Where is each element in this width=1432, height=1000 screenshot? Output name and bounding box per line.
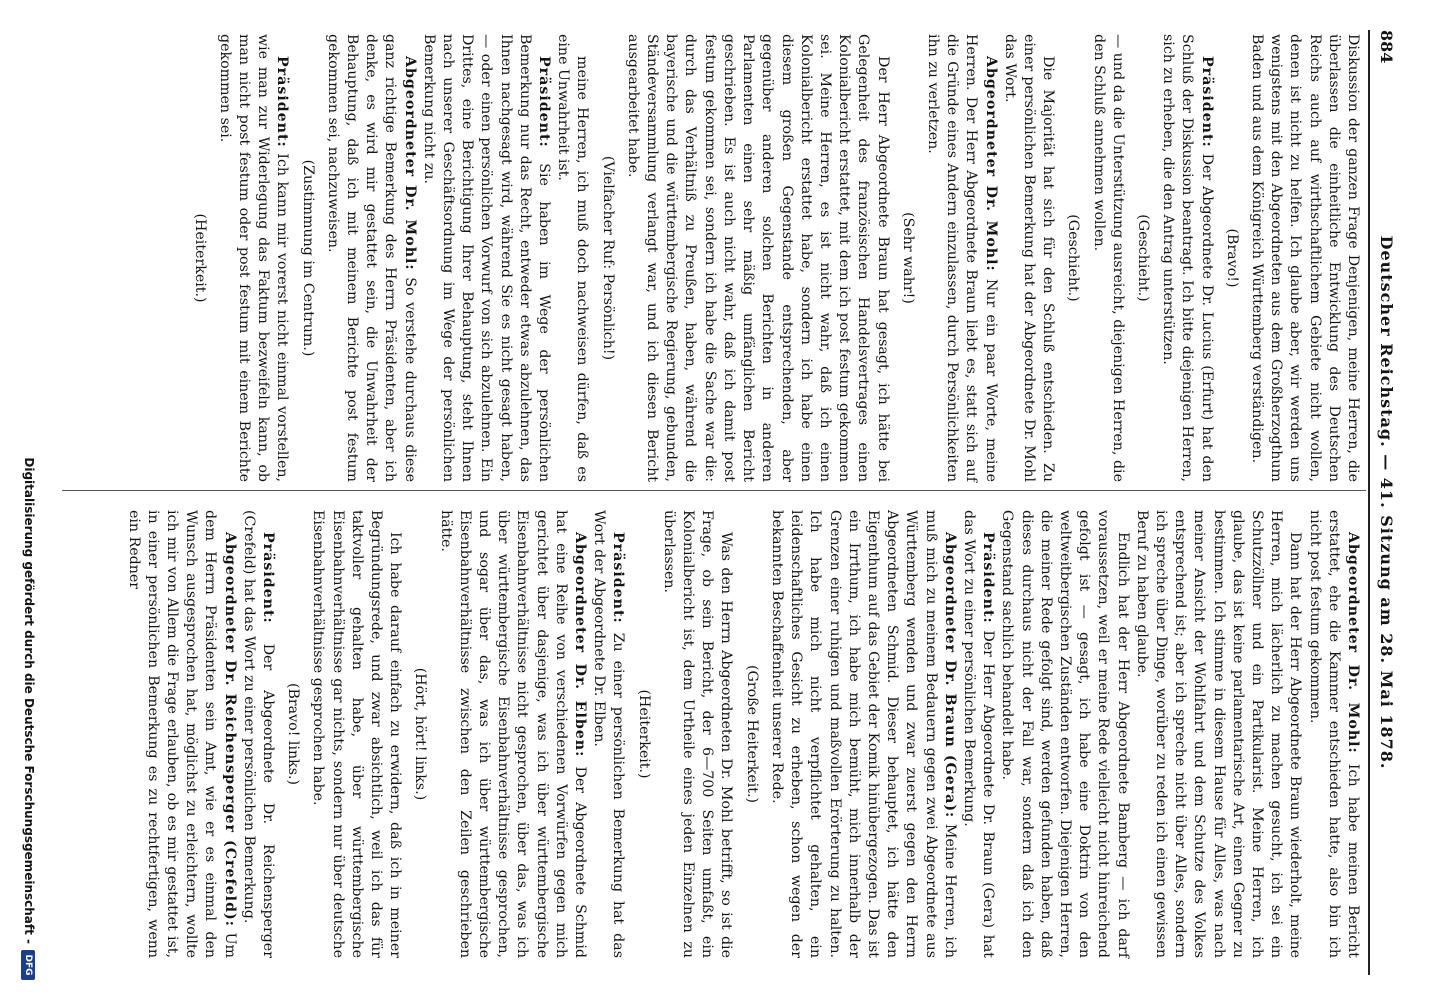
speech-text: Ich habe meinen Bericht erstattet, ehe die Kammer entschieden hatte, also bin ich nicht post festum gekommen. [1306,510,1361,959]
speaker-name: Präsident: [1198,56,1215,148]
text-paragraph: Was den Herrn Abgeordneten Dr. Mohl betrifft, so ist die Frage, ob sein Bericht, der 6—700 Seiten umfaßt, ein Kolonialbericht ist, dem Urtheile eines jeden Einzelnen zu überlassen. [660,510,735,958]
text-paragraph: Der Herr Abgeordnete Braun hat gesagt, ich hätte bei Gelegenheit des französischen Handelsvertrages einen Kolonialbericht erstattet, mit dem ich post festum gekommen sei. Meine Herren, es ist nicht wahr, daß ich einen Kolonialbericht erstattet habe, sondern ich habe einen diesem großen Gegenstande entsprechenden, aber gegenüber anderen solchen Berichten in anderen Parlamenten einen sehr mäßig umfänglichen Bericht geschrieben. Es ist auch nicht wahr, daß ich damit post festum gekommen sei, sondern ich habe die Sache war die: durch das Verhältniß zu Preußen, haben, während die bayerische und die württembergische Regierung, gebunden, Ständeversammlung verlangt war, und ich diesen Bericht ausgearbeitet habe. [624,34,891,482]
dfg-logo: DFG [22,950,36,980]
stage-direction: (Bravo!) [1223,228,1240,288]
stage-direction: (Heiterkeit.) [191,213,208,303]
speech-text: Zu einer persönlichen Bemerkung hat das Wort der Abgeordnete Dr. Elben. [591,510,627,959]
speech-paragraph [1304,510,1362,958]
speech-text: So verstehe durchaus diese ganz richtige Bemerkung des Herrn Präsidenten, aber ich denke, es wird mir gestattet sein, die Unwahrheit der Behauptung, daß ich mit meinem Berichte post festum gekommen sei, nachzuweisen. [324,34,418,482]
text-paragraph: — und da die Unterstützung ausreicht, diejenigen Herren, die den Schluß annehmen wollen. [1090,34,1126,482]
speech-paragraph [1158,34,1216,482]
speaker-name: Abgeordneter Dr. Elben: [572,532,589,758]
speech-paragraph [959,510,997,958]
stage-direction: (Heiterkeit.) [635,689,652,779]
stage-direction: (Sehr wahr!) [899,212,916,304]
speech-text: Der Herr Abgeordnete Dr. Braun (Gera) hat das Wort zu einer persönlichen Bemerkung. [960,510,997,958]
stage-direction: (Geschieht.) [1065,214,1082,302]
speech-paragraph [215,34,292,482]
right-column [123,510,1362,958]
speaker-name: Präsident: [260,532,277,624]
speech-text: Der Abgeordnete Dr. Lucius (Erfurt) hat den Schluß der Diskussion beantragt. Ich bitte diejenigen Herren, sich zu erheben, die den Antrag unterstützen. [1160,34,1215,483]
speech-paragraph [923,34,1000,482]
speech-paragraph [589,510,627,958]
page-title: Deutscher Reichstag. — 41. Sitzung am 28. Mai 1878. [1377,235,1396,770]
speech-text: Meine Herren, ich muß mich zu meinem Bedauern gegen zwei Abgeordnete aus Württemberg wenden und zwar zuerst gegen den Herrn Abgeordneten Schmid. Dieser behauptet, ich hätte den Eigenthum auf das Gebiet der Komik hinübergezogen. Das ist ein Irrthum, ich habe mich bemüht, mich innerhalb der Grenzen einer ruhigen und maßvollen Erörterung zu halten. Ich habe mich nicht verpflichtet gehalten, ein leidenschaftliches Gesicht zu erheben, schon wegen der bekannten Beschaffenheit unserer Rede. [768,510,958,958]
speech-paragraph [435,510,589,958]
speech-paragraph [323,34,419,482]
text-paragraph: meine Herren, ich muß doch nachweisen dürfen, daß es eine Unwahrheit ist. [555,34,591,482]
speech-paragraph [123,510,238,958]
speech-text: Sie haben im Wege der persönlichen Bemerkung nur das Recht, entweder etwas abzulehnen, das Ihnen nachgesagt wird, während Sie es nicht gesagt haben, — oder einen persönlichen Vorwurf von sich abzulehnen. Ein Drittes, eine Berichtigung Ihrer Behauptung, steht Ihnen nach unserer Geschäftsordnung im Wege der persönlichen Bemerkung nicht zu. [420,34,553,482]
speaker-name: Abgeordneter Dr. Mohl: [401,56,418,271]
speaker-name: Abgeordneter Dr. Mohl: [1345,532,1361,754]
text-paragraph: Die Majorität hat sich für den Schluß entschieden. Zu einer persönlichen Bemerkung hat der Abgeordnete Dr. Mohl das Wort. [1001,34,1057,482]
speaker-name: Präsident: [610,532,627,624]
page-header [1374,30,1396,975]
stage-direction: (Zustimmung im Centrum.) [299,159,316,357]
speech-paragraph [767,510,959,958]
stage-direction: (Bravo! links.) [285,682,302,786]
speaker-name: Abgeordneter Dr. Mohl: [982,56,999,272]
stage-direction: (Große Heiterkeit.) [743,664,760,804]
speaker-name: Präsident: [980,532,997,624]
stage-direction: (Geschieht.) [1134,214,1151,302]
credit-text: Digitalisierung gefördert durch die Deutsche Forschungsgemeinschaft - [22,457,36,944]
speech-text: Der Abgeordnete Dr. Reichensperger (Crefeld) hat das Wort zu einer persönlichen Bemerkung. [240,510,277,958]
text-paragraph: Ich habe darauf einfach zu erwidern, daß ich in meiner Begründungsrede, und zwar absichtlich, weil ich das für taktvoller gehalten habe, über württembergische Eisenbahnverhältnisse gar nichts, sondern nur über deutsche Eisenbahnverhältnisse gesprochen habe. [310,510,404,958]
stage-direction: (Hört, hört! links.) [412,667,429,801]
speech-paragraph [419,34,553,482]
speaker-name: Präsident: [274,56,291,148]
speech-text: Nur ein paar Worte, meine Herren. Der Herr Abgeordnete Braun liebt es, statt sich auf die Gründe eines Andern einzulassen, durch Persönlichkeiten ihn zu verletzen. [924,34,999,482]
speaker-name: Abgeordneter Dr. Reichensperger (Crefeld): [221,532,238,927]
speaker-name: Abgeordneter Dr. Braun (Gera): [941,532,958,819]
text-paragraph: Endlich hat der Herr Abgeordnete Bamberg — ich darf voraussetzen, weil er meine Rede vielleicht nicht hinreichend gefolgt ist — gesagt, ich habe eine Doktrin von den weltweitbergischen Zuständen entworfen. Diejenigen Herren, die meiner Rede gefolgt sind, werden gefunden haben, daß dieses durchaus nicht der Fall war, sondern daß ich den Gegenstand sachlich behandelt habe. [999,510,1131,958]
speech-text: Der Abgeordnete Schmid hat eine Reihe von verschiedenen Vorwürfen gegen mich gerichtet über dasjenige, was ich über württembergische Eisenbahnverhältnisse nicht gesprochen, über das, was ich über württembergische Eisenbahnverhältnisse gesprochen, und sogar über das, was ich über württembergische Eisenbahnverhältnisse zwischen den Zeilen geschrieben hätte. [437,510,589,958]
stage-direction: (Vielfacher Ruf: Persönlich!) [599,155,616,361]
text-paragraph: Diskussion der ganzen Frage Denjenigen, meine Herren, die überlassen die einheitliche Entwicklung des Deutschen Reichs auch auf wirthschaftlichem Gebiete nicht wollen, denen ist nicht zu helfen. Ich glaube aber, wir werden uns wenigstens mit den Abgeordneten aus dem Großherzogthum Baden und aus dem Königreich Württemberg verständigen. [1248,34,1361,482]
header-rule [1368,30,1370,975]
digitization-credit [16,200,36,980]
text-paragraph: Dann hat der Herr Abgeordnete Braun wiederholt, meine Herren, mich lächerlich zu machen gesucht, ich sei ein Schutzzöllner und ein Partikularist. Meine Herren, ich glaube, das ist keine parlamentarische Art, einen Gegner zu bestimmen. Ich stimme in diesem Hause für Alles, was nach meiner Ansicht der Wohlfahrt und dem Schutze des Volkes entsprechend ist; aber ich spreche nicht über Alles, sondern ich spreche über Dinge, worüber zu reden ich einen gewissen Beruf zu haben glaube. [1133,510,1304,958]
speech-paragraph [239,510,277,958]
left-column [183,34,1362,482]
speech-text: Um dem Herrn Präsidenten sein Amt, wie er es einmal den Wunsch ausgesprochen hat, möglichst zu erleichtern, wollte ich mir von Allem die Frage erlauben, ob es mir gestattet ist, in einer persönlichen Bemerkung es zu rechtfertigen, wenn ein Redner [125,510,238,959]
speaker-name: Präsident: [536,56,553,148]
column-divider [62,490,1366,491]
page-number: 884 [1377,30,1396,64]
speech-text: Ich kann mir vorerst nicht einmal vorstellen, wie man zur Widerlegung das Faktum bezweifeln kann, ob man nicht post festum oder post festum mit einem Berichte gekommen sei. [216,34,291,482]
